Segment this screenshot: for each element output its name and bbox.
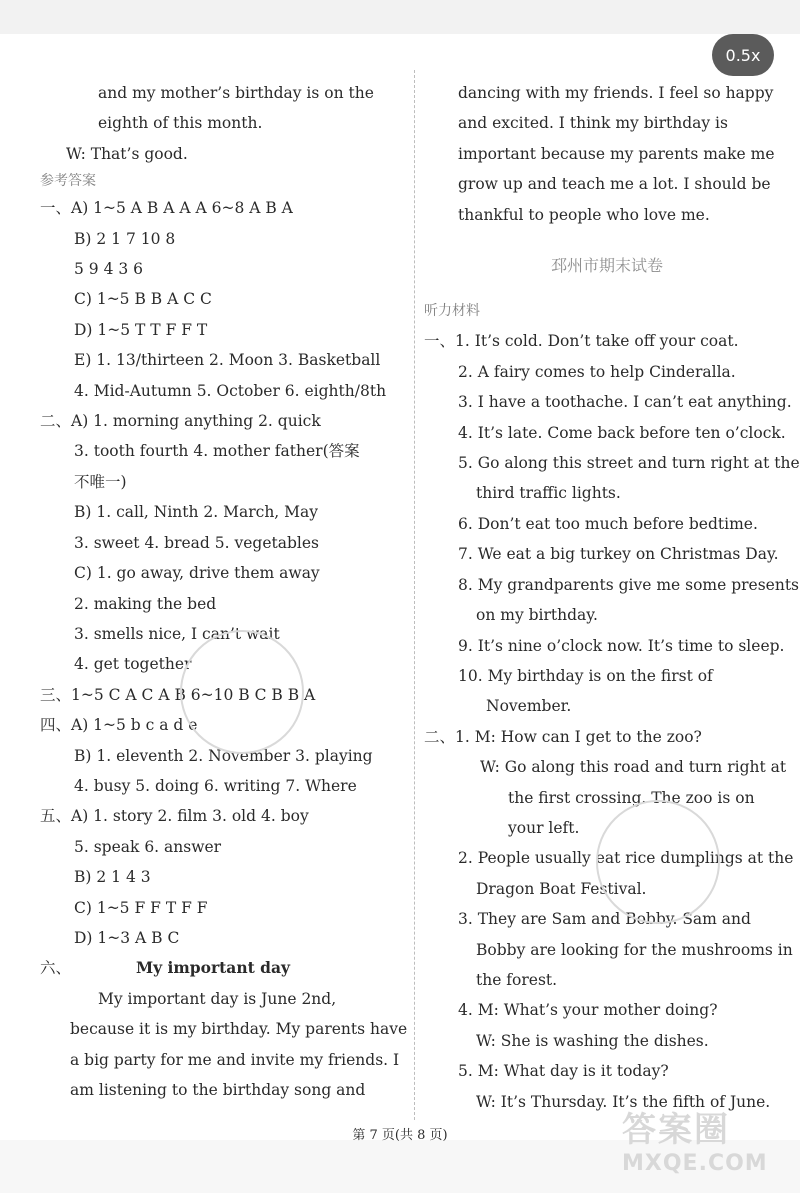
watermark-title: 答案圈 xyxy=(622,1110,730,1150)
essay-line: a big party for me and invite my friends. I xyxy=(70,1050,400,1069)
answer-line: 4. Mid-Autumn 5. October 6. eighth/8th xyxy=(74,381,387,400)
listening-line: 4. It’s late. Come back before ten o’clock. xyxy=(458,423,786,442)
essay-line: thankful to people who love me. xyxy=(458,205,710,224)
right-column xyxy=(424,78,800,1117)
answer-line: 五、A) 1. story 2. film 3. old 4. boy xyxy=(40,807,309,826)
answer-line: 3. tooth fourth 4. mother father(答案 xyxy=(74,442,360,461)
listening-line: W: It’s Thursday. It’s the fifth of June. xyxy=(476,1092,771,1111)
essay-heading-row xyxy=(40,953,402,983)
text-line: and my mother’s birthday is on the xyxy=(98,84,374,102)
essay-line: important because my parents make me xyxy=(458,144,775,163)
listening-line: 一、1. It’s cold. Don’t take off your coat. xyxy=(424,332,739,351)
column-divider xyxy=(414,70,415,1120)
answer-line: 二、A) 1. morning anything 2. quick xyxy=(40,412,321,431)
answer-line: C) 1~5 F F T F F xyxy=(74,898,208,917)
answer-line: C) 1~5 B B A C C xyxy=(74,290,212,309)
listening-line: the forest. xyxy=(476,970,558,989)
answer-line: C) 1. go away, drive them away xyxy=(74,564,320,583)
listening-line: 5. Go along this street and turn right at the xyxy=(458,454,800,473)
listening-line: November. xyxy=(486,697,572,716)
text-line: W: That’s good. xyxy=(66,144,188,163)
answer-line: B) 2 1 4 3 xyxy=(74,868,151,887)
answer-line: 不唯一) xyxy=(74,472,127,491)
listening-line: 2. People usually eat rice dumplings at the xyxy=(458,849,794,868)
essay-line: am listening to the birthday song and xyxy=(70,1081,366,1099)
answer-line: 2. making the bed xyxy=(74,594,217,613)
answer-line: 3. sweet 4. bread 5. vegetables xyxy=(74,533,319,552)
answer-line: 三、1~5 C A C A B 6~10 B C B B A xyxy=(40,685,316,704)
essay-line: and excited. I think my birthday is xyxy=(458,114,728,133)
answer-line: 四、A) 1~5 b c a d e xyxy=(40,716,198,735)
listening-heading: 听力材料 xyxy=(424,303,480,320)
listening-line: your left. xyxy=(508,818,580,837)
listening-line: 2. A fairy comes to help Cinderalla. xyxy=(458,362,736,381)
answer-line: B) 1. call, Ninth 2. March, May xyxy=(74,503,319,522)
listening-line: 9. It’s nine o’clock now. It’s time to sleep. xyxy=(458,636,785,655)
essay-title: My important day xyxy=(135,958,291,978)
answer-line: 4. get together xyxy=(74,655,192,674)
answer-line: D) 1~5 T T F F T xyxy=(74,320,208,339)
listening-line: 4. M: What’s your mother doing? xyxy=(458,1001,718,1020)
listening-line: W: She is washing the dishes. xyxy=(476,1031,709,1050)
page-footer: 第 7 页(共 8 页) xyxy=(352,1128,448,1143)
listening-line: the first crossing. The zoo is on xyxy=(508,788,755,807)
essay-line: because it is my birthday. My parents have xyxy=(70,1020,408,1039)
answer-line: 一、A) 1~5 A B A A A 6~8 A B A xyxy=(40,199,293,218)
listening-line: 二、1. M: How can I get to the zoo? xyxy=(424,727,702,746)
watermark-stamp-icon xyxy=(180,630,304,754)
answer-line: 5 9 4 3 6 xyxy=(74,260,144,279)
listening-line: 10. My birthday is on the first of xyxy=(458,666,713,685)
text-line: eighth of this month. xyxy=(98,114,263,133)
zoom-level-badge[interactable]: 0.5x xyxy=(712,34,774,76)
exam-title: 邳州市期末试卷 xyxy=(550,256,663,276)
answers-heading: 参考答案 xyxy=(40,173,96,190)
answer-line: D) 1~3 A B C xyxy=(74,928,180,947)
listening-line: 3. I have a toothache. I can’t eat anything. xyxy=(458,393,792,412)
page-top-band xyxy=(0,0,800,34)
watermark-url: MXQE.COM xyxy=(622,1151,768,1176)
answer-line: 4. busy 5. doing 6. writing 7. Where xyxy=(74,776,357,795)
essay-line: dancing with my friends. I feel so happy xyxy=(458,84,774,102)
answer-line: B) 1. eleventh 2. November 3. playing xyxy=(74,746,373,765)
listening-line: third traffic lights. xyxy=(476,484,621,503)
left-column xyxy=(40,78,408,1105)
listening-line: on my birthday. xyxy=(476,606,598,625)
essay-line: My important day is June 2nd, xyxy=(98,989,337,1008)
listening-line: 6. Don’t eat too much before bedtime. xyxy=(458,514,758,533)
answer-line: 3. smells nice, I can’t wait xyxy=(74,624,280,643)
listening-line: 8. My grandparents give me some presents xyxy=(458,575,799,594)
answer-line: E) 1. 13/thirteen 2. Moon 3. Basketball xyxy=(74,351,381,370)
watermark-stamp-icon xyxy=(596,800,720,924)
listening-line: 7. We eat a big turkey on Christmas Day. xyxy=(458,545,779,564)
essay-number: 六、 xyxy=(40,959,72,978)
listening-line: 5. M: What day is it today? xyxy=(458,1062,669,1081)
answer-line: 5. speak 6. answer xyxy=(74,837,222,856)
listening-line: Dragon Boat Festival. xyxy=(476,879,647,898)
listening-line: W: Go along this road and turn right at xyxy=(480,758,787,777)
listening-line: 3. They are Sam and Bobby. Sam and xyxy=(458,910,751,929)
answer-line: B) 2 1 7 10 8 xyxy=(74,229,176,248)
site-watermark xyxy=(622,1102,792,1188)
listening-line: Bobby are looking for the mushrooms in xyxy=(476,940,793,959)
essay-line: grow up and teach me a lot. I should be xyxy=(458,175,771,194)
